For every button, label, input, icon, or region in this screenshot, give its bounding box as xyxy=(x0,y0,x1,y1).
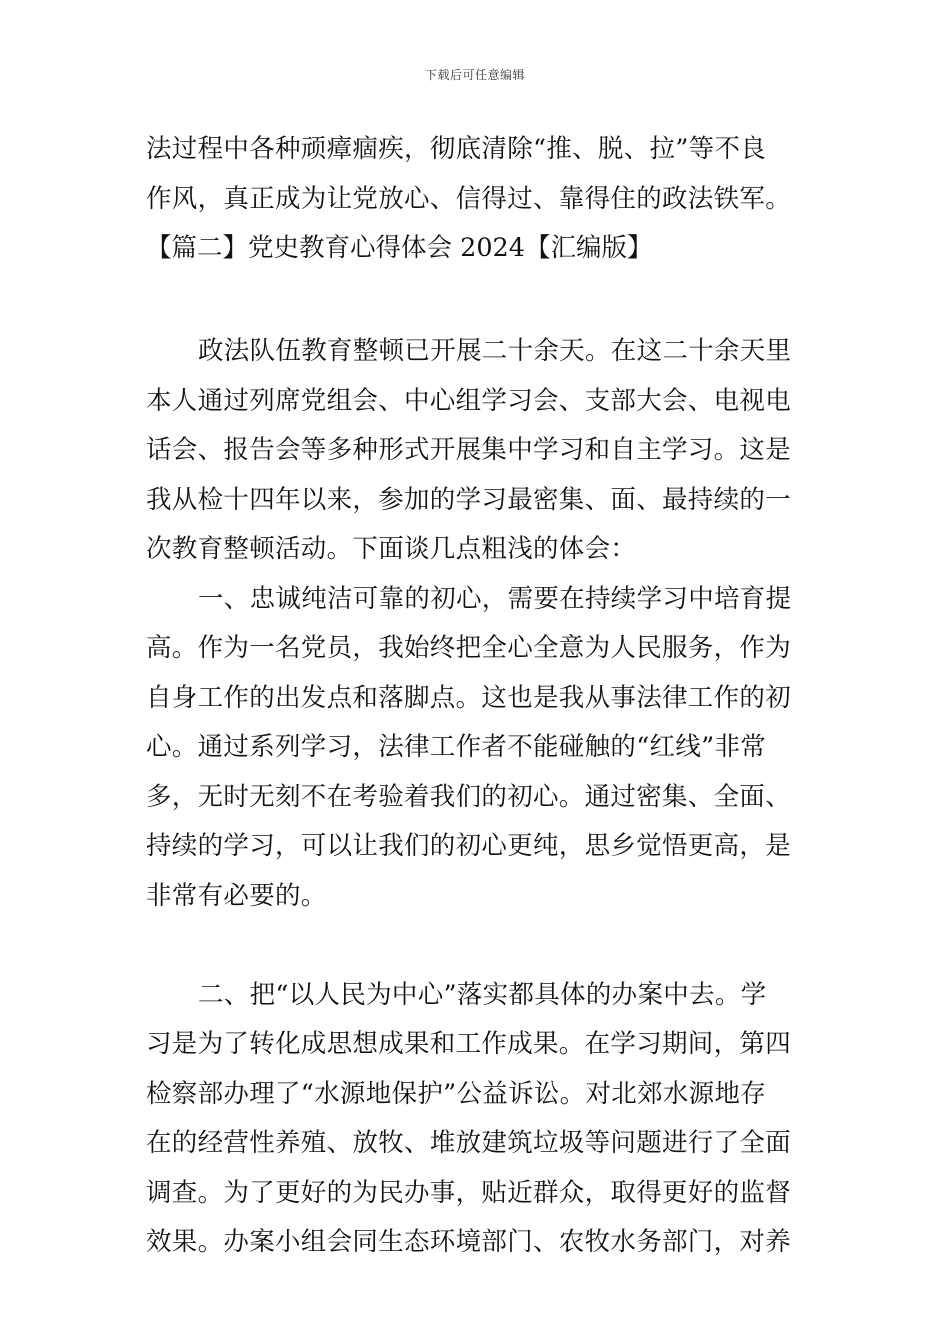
text-block-top xyxy=(146,125,808,274)
paragraph xyxy=(146,575,808,922)
text-line: 本人通过列席党组会、中心组学习会、支部大会、电视电 xyxy=(146,385,792,416)
text-line: 一、忠诚纯洁可靠的初心，需要在持续学习中培育提 xyxy=(198,583,792,614)
text-line: 心。通过系列学习，法律工作者不能碰触的“红线”非常 xyxy=(146,732,767,762)
text-line: 次教育整顿活动。下面谈几点粗浅的体会： xyxy=(146,534,637,564)
text-line: 习是为了转化成思想成果和工作成果。在学习期间，第四 xyxy=(146,1029,792,1059)
paragraph xyxy=(146,327,808,575)
page-header: 下载后可任意编辑 xyxy=(424,68,525,82)
text-line: 政法队伍教育整顿已开展二十余天。在这二十余天里 xyxy=(198,336,792,366)
text-line: 作风，真正成为让党放心、信得过、靠得住的政法铁军。 xyxy=(146,183,792,214)
text-line: 二、把“以人民为中心”落实都具体的办案中去。学 xyxy=(198,979,767,1010)
text-line: 法过程中各种顽瘴痼疾，彻底清除“推、脱、拉”等不良 xyxy=(146,134,767,164)
text-line: 多，无时无刻不在考验着我们的初心。通过密集、全面、 xyxy=(146,781,792,812)
text-line: 效果。办案小组会同生态环境部门、农牧水务部门，对养 xyxy=(146,1227,792,1257)
text-line: 在的经营性养殖、放牧、堆放建筑垃圾等问题进行了全面 xyxy=(146,1128,792,1158)
paragraph xyxy=(146,971,808,1268)
text-line: 调查。为了更好的为民办事，贴近群众，取得更好的监督 xyxy=(146,1177,792,1208)
section-title: 【篇二】党史教育心得体会 2024【汇编版】 xyxy=(146,233,653,263)
text-line: 话会、报告会等多种形式开展集中学习和自主学习。这是 xyxy=(146,435,792,465)
text-line: 持续的学习，可以让我们的初心更纯，思乡觉悟更高，是 xyxy=(146,831,792,861)
text-line: 非常有必要的。 xyxy=(146,880,327,911)
text-line: 检察部办理了“水源地保护”公益诉讼。对北郊水源地存 xyxy=(146,1078,767,1109)
paragraph-gap xyxy=(146,921,808,971)
text-block-main xyxy=(146,327,808,1268)
text-line: 我从检十四年以来，参加的学习最密集、面、最持续的一 xyxy=(146,484,792,515)
text-line: 高。作为一名党员，我始终把全心全意为人民服务，作为 xyxy=(146,633,792,663)
text-line: 自身工作的出发点和落脚点。这也是我从事法律工作的初 xyxy=(146,682,792,713)
